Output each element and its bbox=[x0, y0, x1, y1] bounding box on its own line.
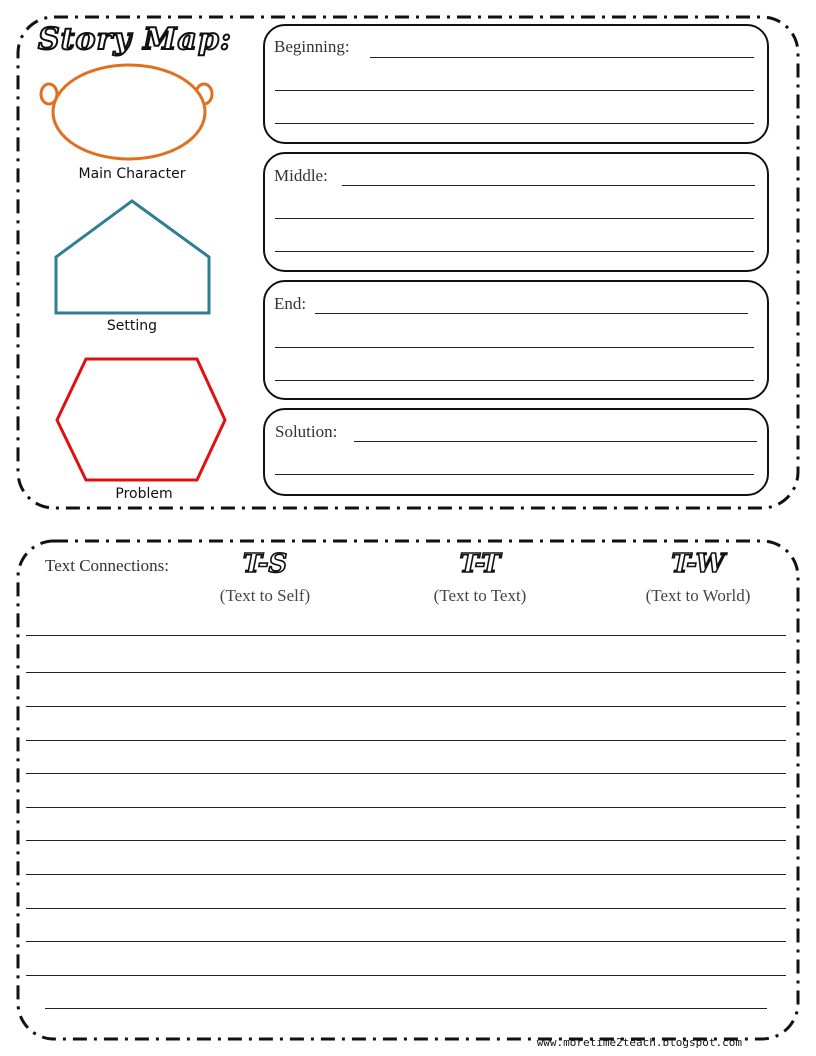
character-oval bbox=[53, 65, 205, 159]
text-connections-label: Text Connections: bbox=[45, 556, 169, 575]
text-to-world-abbr: T-W bbox=[671, 549, 725, 579]
story-map-title: Story Map: bbox=[38, 22, 232, 57]
text-to-self-label: (Text to Self) bbox=[219, 586, 311, 605]
beginning-line[interactable] bbox=[370, 57, 754, 58]
writing-line[interactable] bbox=[26, 975, 786, 976]
footer-url: www.moretime2teach.blogspot.com bbox=[536, 1036, 742, 1049]
writing-line[interactable] bbox=[26, 840, 786, 841]
setting-label: Setting bbox=[106, 318, 158, 334]
writing-line[interactable] bbox=[26, 941, 786, 942]
writing-line[interactable] bbox=[26, 706, 786, 707]
text-to-text-abbr: T-T bbox=[459, 549, 501, 579]
end-line[interactable] bbox=[275, 347, 754, 348]
middle-line[interactable] bbox=[275, 218, 754, 219]
middle-label: Middle: bbox=[274, 166, 328, 185]
problem-label: Problem bbox=[115, 486, 173, 502]
writing-line[interactable] bbox=[26, 908, 786, 909]
solution-label: Solution: bbox=[275, 422, 338, 441]
problem-hexagon bbox=[57, 359, 225, 480]
writing-line[interactable] bbox=[26, 635, 786, 636]
setting-house bbox=[56, 201, 209, 313]
writing-line[interactable] bbox=[26, 807, 786, 808]
writing-line[interactable] bbox=[26, 740, 786, 741]
middle-line[interactable] bbox=[275, 251, 754, 252]
text-to-world-label: (Text to World) bbox=[645, 586, 751, 605]
middle-line[interactable] bbox=[342, 185, 755, 186]
solution-box bbox=[263, 408, 769, 496]
solution-line[interactable] bbox=[275, 474, 754, 475]
solution-line[interactable] bbox=[354, 441, 757, 442]
beginning-line[interactable] bbox=[275, 90, 754, 91]
text-connections-frame bbox=[18, 541, 798, 1039]
middle-box bbox=[263, 152, 769, 272]
writing-line[interactable] bbox=[26, 672, 786, 673]
end-label: End: bbox=[274, 294, 307, 313]
text-to-self-abbr: T-S bbox=[242, 549, 288, 579]
beginning-label: Beginning: bbox=[274, 37, 350, 56]
beginning-line[interactable] bbox=[275, 123, 754, 124]
end-line[interactable] bbox=[275, 380, 754, 381]
end-line[interactable] bbox=[315, 313, 748, 314]
writing-line[interactable] bbox=[45, 1008, 767, 1009]
text-to-text-label: (Text to Text) bbox=[433, 586, 527, 605]
writing-line[interactable] bbox=[26, 773, 786, 774]
end-box bbox=[263, 280, 769, 400]
writing-line[interactable] bbox=[26, 874, 786, 875]
main-character-label: Main Character bbox=[78, 166, 186, 182]
